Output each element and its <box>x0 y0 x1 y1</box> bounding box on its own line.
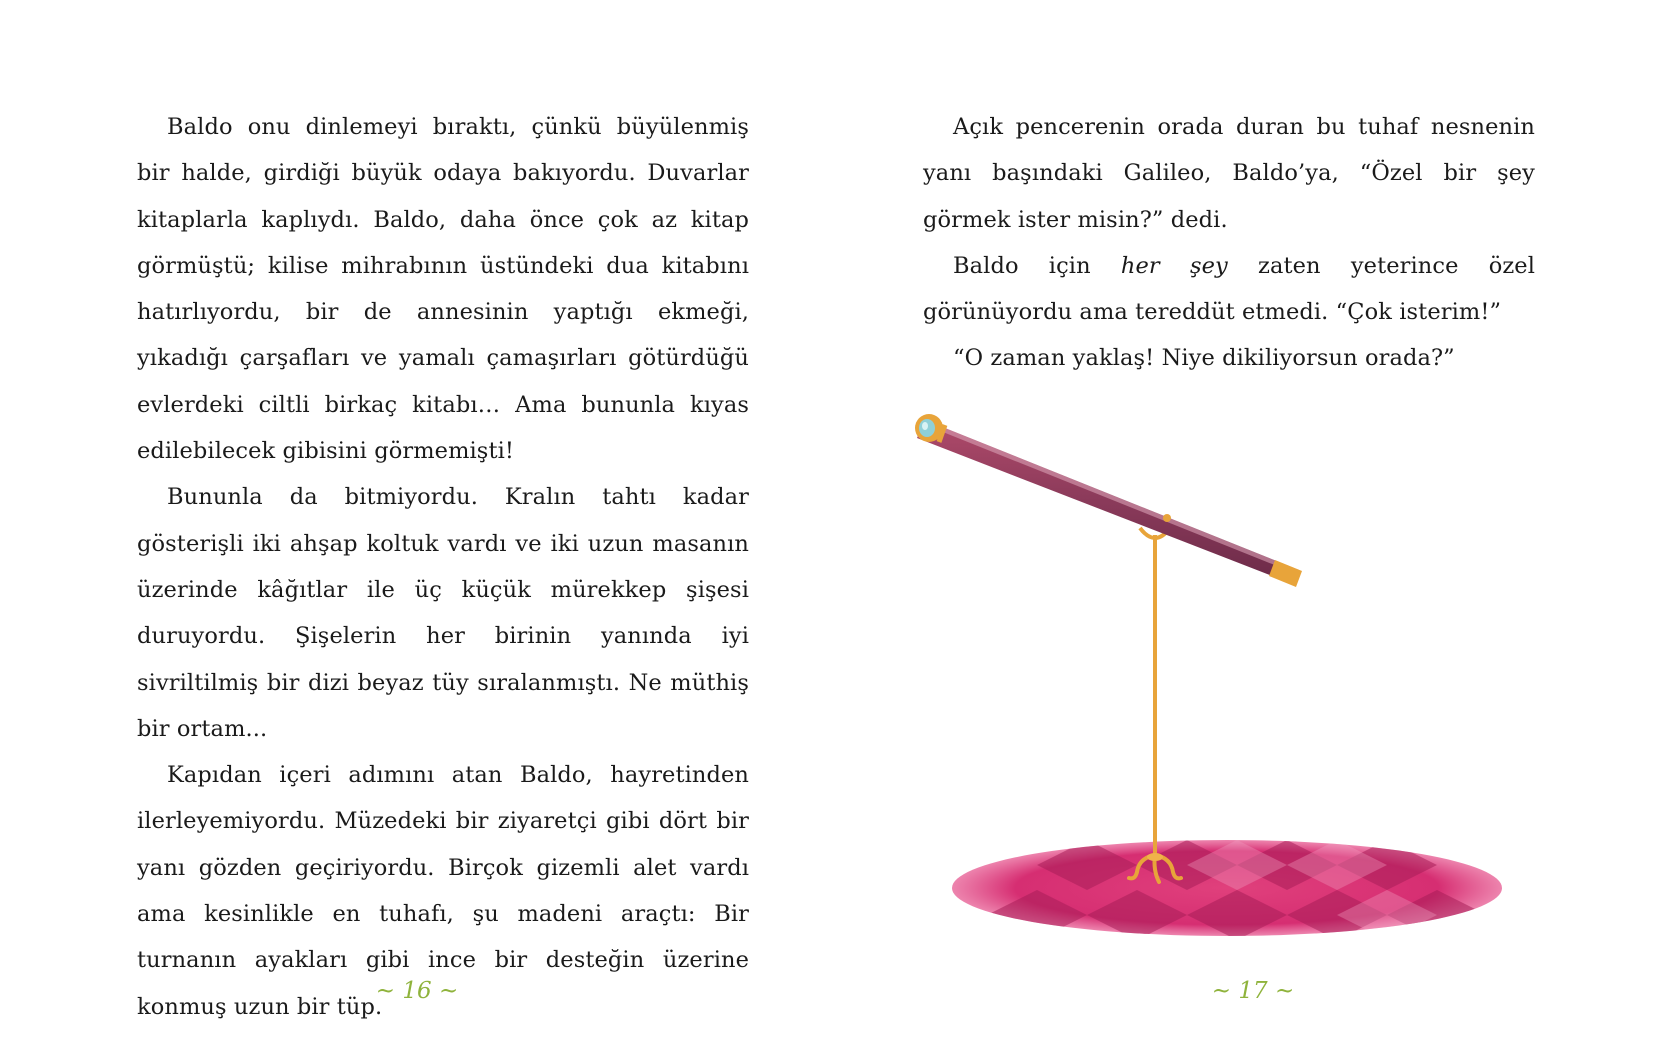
left-paragraph-2: Bununla da bitmiyordu. Kralın tahtı kadar gösterişli iki ahşap koltuk vardı ve iki uzun masanın üzerinde kâğıtlar ile üç küçük mürekkep şişesi duruyordu. Şişelerin her birinin yanında iyi sivriltilmiş bir dizi beyaz tüy sıralanmıştı. Ne müthiş bir ortam... <box>137 484 749 742</box>
right-page-text <box>923 104 1535 382</box>
right-paragraph-2 <box>923 243 1535 336</box>
checkered-rug <box>952 840 1502 940</box>
right-page-number: ~ 17 ~ <box>1211 978 1295 1004</box>
right-page <box>827 0 1654 1063</box>
left-page-number: ~ 16 ~ <box>375 978 459 1004</box>
telescope-tube <box>915 414 1302 587</box>
telescope-stand <box>1129 528 1181 882</box>
left-paragraph-1: Baldo onu dinlemeyi bıraktı, çünkü büyülenmiş bir halde, girdiği büyük odaya bakıyordu. Duvarlar kitaplarla kaplıydı. Baldo, daha önce çok az kitap görmüştü; kilise mihrabının üstündeki dua kitabını hatırlıyordu, bir de annesinin yaptığı ekmeği, yıkadığı çarşafları ve yamalı çamaşırları götürdüğü evlerdeki ciltli birkaç kitabı… Ama bununla kıyas edilebilecek gibisini görmemişti! <box>137 114 749 465</box>
right-paragraph-1: Açık pencerenin orada duran bu tuhaf nesnenin yanı başındaki Galileo, Baldo’ya, “Özel bir şey görmek ister misin?” dedi. <box>923 114 1535 233</box>
right-paragraph-2-emphasis: her şey <box>1120 252 1228 279</box>
right-paragraph-2-start: Baldo için <box>953 252 1121 279</box>
right-paragraph-3: “O zaman yaklaş! Niye dikiliyorsun orada?” <box>953 345 1455 372</box>
right-paragraph-2-end: zaten yeterince özel görünüyordu ama tereddüt etmedi. “Çok isterim!” <box>923 252 1535 326</box>
left-page-text <box>137 104 749 1030</box>
telescope-illustration <box>907 410 1547 950</box>
left-paragraph-3: Kapıdan içeri adımını atan Baldo, hayretinden ilerleyemiyordu. Müzedeki bir ziyaretçi gibi dört bir yanı gözden geçiriyordu. Birçok gizemli alet vardı ama kesinlikle en tuhafı, şu madeni araçtı: Bir turnanın ayakları gibi ince bir desteğin üzerine konmuş uzun bir tüp. <box>137 762 749 1020</box>
